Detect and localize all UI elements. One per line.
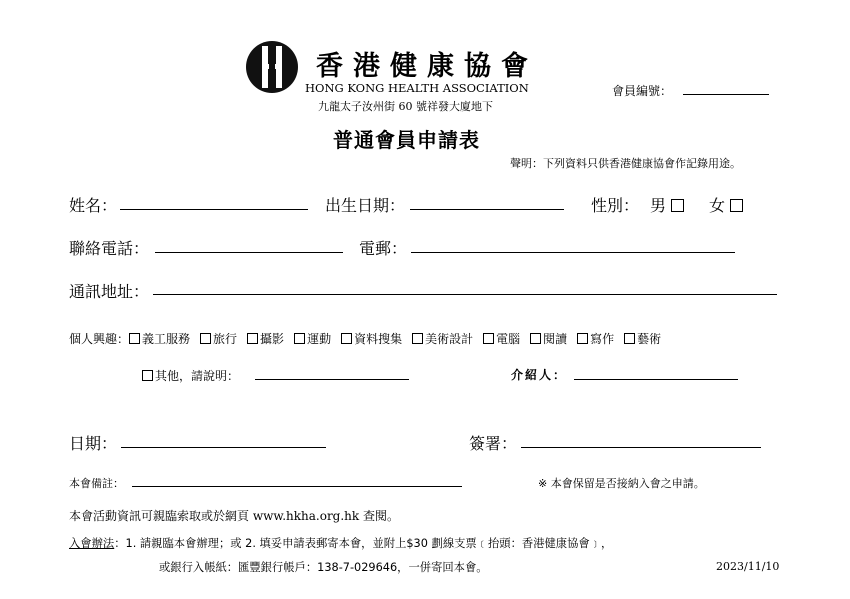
gender-female-checkbox[interactable] bbox=[730, 199, 743, 212]
interest-checkbox[interactable] bbox=[530, 333, 541, 344]
date-field[interactable] bbox=[121, 447, 326, 448]
member-no-field[interactable] bbox=[683, 94, 769, 95]
interest-item[interactable]: 運動 bbox=[294, 332, 331, 346]
remarks-field[interactable] bbox=[132, 486, 462, 487]
method-line-2: 或銀行入帳紙：匯豐銀行帳戶：138-7-029646，一併寄回本會。 bbox=[159, 561, 488, 574]
org-address: 九龍太子汝州街 60 號祥發大廈地下 bbox=[318, 100, 493, 113]
declaration: 聲明：下列資料只供香港健康協會作記錄用途。 bbox=[510, 157, 741, 170]
interest-checkbox[interactable] bbox=[341, 333, 352, 344]
org-name-en: HONG KONG HEALTH ASSOCIATION bbox=[305, 81, 529, 95]
method-text-1: ：1. 請親臨本會辦理；或 2. 填妥申請表郵寄本會，並附上$30 劃線支票﹝抬頭：香港健康協會﹞， bbox=[114, 537, 613, 550]
info-line: 本會活動資訊可親臨索取或於網頁 www.hkha.org.hk 查閱。 bbox=[69, 509, 399, 523]
method-label: 入會辦法 bbox=[69, 537, 115, 550]
name-field[interactable] bbox=[120, 209, 308, 210]
interest-item[interactable]: 美術設計 bbox=[412, 332, 473, 346]
gender-label: 性別： bbox=[591, 196, 640, 215]
member-no-label: 會員編號： bbox=[612, 84, 673, 98]
name-label: 姓名： bbox=[69, 196, 118, 215]
address-field[interactable] bbox=[153, 294, 777, 295]
interest-checkbox[interactable] bbox=[412, 333, 423, 344]
address-label: 通訊地址： bbox=[69, 282, 150, 301]
date-label: 日期： bbox=[69, 434, 118, 453]
interest-checkbox[interactable] bbox=[294, 333, 305, 344]
logo bbox=[245, 40, 299, 94]
interests-row bbox=[69, 330, 661, 347]
phone-label: 聯絡電話： bbox=[69, 239, 150, 258]
referrer-label: 介紹人： bbox=[511, 368, 568, 382]
referrer-field[interactable] bbox=[574, 379, 738, 380]
other-option[interactable] bbox=[142, 367, 239, 384]
email-field[interactable] bbox=[411, 252, 735, 253]
other-label: 其他，請說明： bbox=[155, 369, 240, 383]
interest-item[interactable]: 藝術 bbox=[624, 332, 661, 346]
gender-male-checkbox[interactable] bbox=[671, 199, 684, 212]
email-label: 電郵： bbox=[359, 239, 408, 258]
gender-female-label: 女 bbox=[709, 196, 726, 215]
reserve-note: ※ 本會保留是否接納入會之申請。 bbox=[538, 477, 705, 490]
interest-item[interactable]: 義工服務 bbox=[129, 332, 190, 346]
hkha-logo-icon bbox=[245, 40, 299, 94]
signature-field[interactable] bbox=[521, 447, 761, 448]
interest-checkbox[interactable] bbox=[483, 333, 494, 344]
other-checkbox[interactable] bbox=[142, 370, 153, 381]
dob-field[interactable] bbox=[410, 209, 564, 210]
interest-item[interactable]: 電腦 bbox=[483, 332, 520, 346]
interest-item[interactable]: 旅行 bbox=[200, 332, 237, 346]
interests-label: 個人興趣： bbox=[69, 332, 130, 346]
interest-checkbox[interactable] bbox=[624, 333, 635, 344]
interest-item[interactable]: 資料搜集 bbox=[341, 332, 402, 346]
form-title: 普通會員申請表 bbox=[333, 128, 480, 152]
gender-male-label: 男 bbox=[650, 196, 667, 215]
other-field[interactable] bbox=[255, 379, 409, 380]
interest-item[interactable]: 攝影 bbox=[247, 332, 284, 346]
interest-item[interactable]: 閱讀 bbox=[530, 332, 567, 346]
gender-female-option[interactable] bbox=[709, 193, 745, 216]
interest-item[interactable]: 寫作 bbox=[577, 332, 614, 346]
remarks-label: 本會備註： bbox=[69, 477, 124, 490]
interest-checkbox[interactable] bbox=[247, 333, 258, 344]
method-line-1 bbox=[69, 535, 612, 551]
interest-checkbox[interactable] bbox=[200, 333, 211, 344]
interest-checkbox[interactable] bbox=[577, 333, 588, 344]
phone-field[interactable] bbox=[155, 252, 343, 253]
dob-label: 出生日期： bbox=[325, 196, 406, 215]
gender-male-option[interactable] bbox=[650, 193, 686, 216]
signature-label: 簽署： bbox=[469, 434, 518, 453]
version-date: 2023/11/10 bbox=[716, 560, 780, 573]
interest-checkbox[interactable] bbox=[129, 333, 140, 344]
org-name-zh: 香港健康協會 bbox=[316, 51, 538, 82]
